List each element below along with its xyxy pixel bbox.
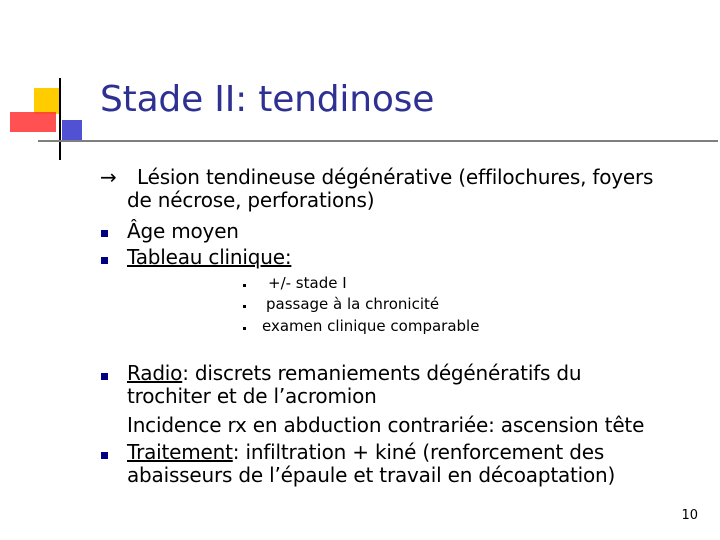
lead-line-1: Lésion tendineuse dégénérative (effilochures, foyers [137,165,654,189]
lead-line-2: de nécrose, perforations) [127,188,375,212]
traitement-line-2: abaisseurs de l’épaule et travail en décoaptation) [127,463,616,487]
radio-label: Radio [127,361,183,385]
sub-bullet-dot-icon [243,305,246,308]
bullet-age: Âge moyen [127,219,239,243]
traitement-text: : infiltration + kiné (renforcement des [232,440,605,464]
logo-blue-square [62,120,82,142]
sub-bullet-dot-icon [243,284,246,287]
bullet-tableau-clinique: Tableau clinique: [127,245,292,269]
slide-logo [0,0,100,170]
title-underline-rule [38,140,718,142]
sub-bullet-dot-icon [243,327,246,330]
bullet-radio [127,362,581,385]
arrow-icon: → [100,165,117,189]
page-number: 10 [681,508,698,523]
radio-line-2: trochiter et de l’acromion [127,384,377,408]
logo-red-bar [10,112,56,132]
radio-line-3: Incidence rx en abduction contrariée: ascension tête [127,413,645,437]
sub-bullet-chronicite: passage à la chronicité [266,295,440,313]
slide-title: Stade II: tendinose [100,79,435,120]
logo-vertical-line [59,78,61,160]
logo-yellow-square [34,88,60,114]
traitement-label: Traitement [127,440,233,464]
square-bullet-icon [101,373,108,380]
square-bullet-icon [101,230,108,237]
radio-text: : discrets remaniements dégénératifs du [182,361,582,385]
square-bullet-icon [101,257,108,264]
sub-bullet-examen: examen clinique comparable [262,317,480,335]
bullet-traitement [127,441,604,464]
sub-bullet-stade: +/- stade I [268,274,347,292]
square-bullet-icon [101,452,108,459]
